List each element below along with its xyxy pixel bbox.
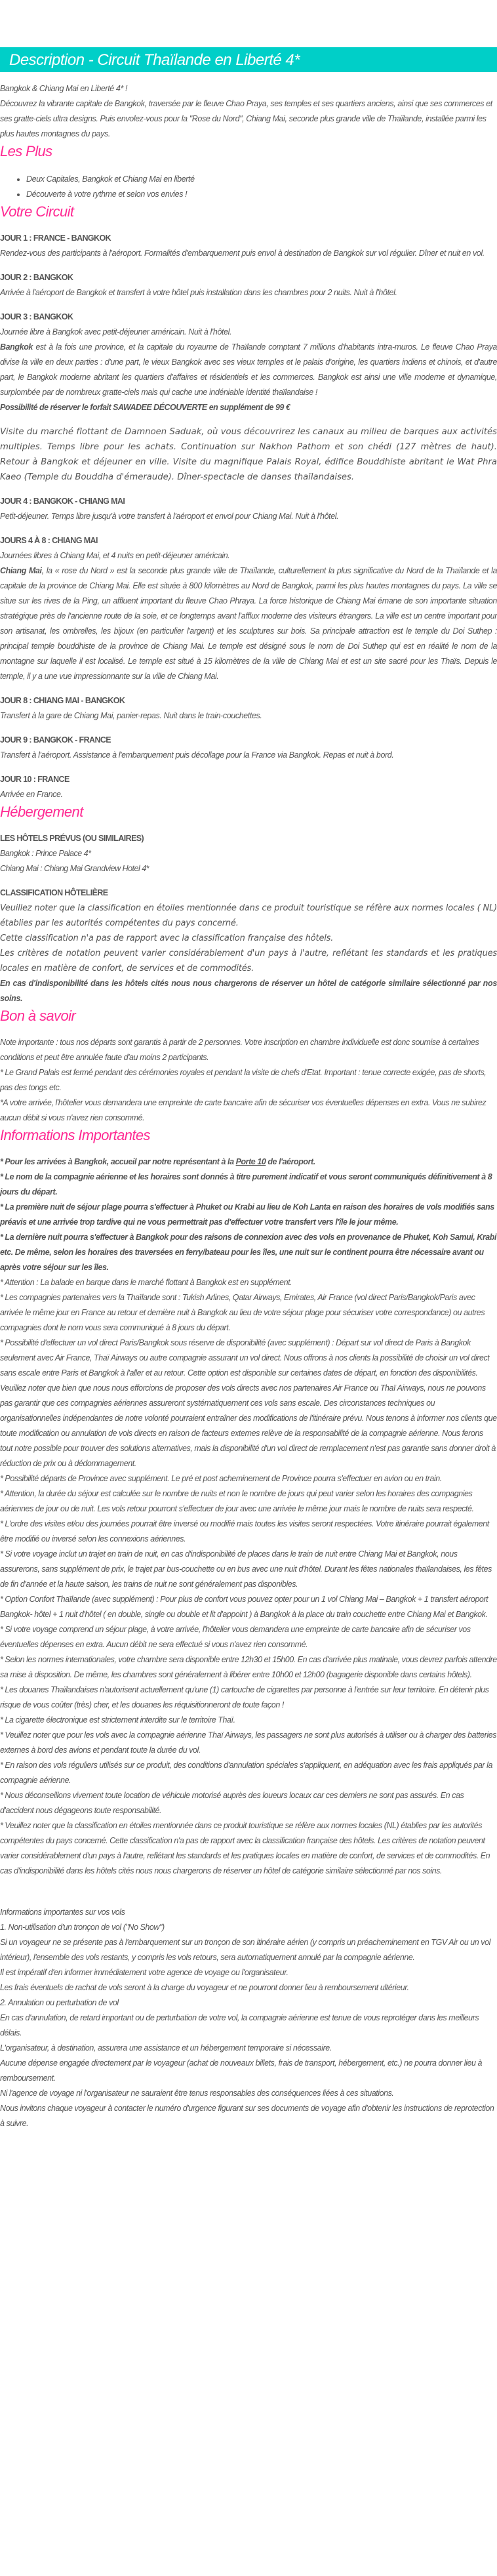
bottom-spacer [0,2131,497,2157]
day-block [0,772,497,802]
forfait-visite-text: Visite du marché flottant de Damnoen Saduak, où vous découvrirez les canaux au milieu de barques aux activités multiples. Temps libre pour les achats. Continuation sur Nakhon Pathom et son chédi (127 mètres de haut). Retour à Bangkok et déjeuner en ville. Visite du magnifique Palais Royal, édifice Bouddhiste abritant le Wat Phra Kaeo (Temple du Bouddha d'émeraude). Dîner-spectacle de danses thaïlandaises. [0,427,497,482]
info-item: * Le nom de la compagnie aérienne et les horaires sont donnés à titre purement indicatif et vous seront communiqués définitivement à 8 jours du départ. [0,1172,492,1196]
info-item: * La cigarette électronique est strictement interdite sur le territoire Thaï. [0,1715,235,1725]
flight-info-line: Aucune dépense engagée directement par le voyageur (achat de nouveaux billets, frais de transport, hébergement, etc.) ne pourra donner lieu à remboursement. [0,2058,482,2083]
section-heading-hebergement: Hébergement [0,804,83,820]
info-item: * Possibilité d'effectuer un vol direct Paris/Bangkok sous réserve de disponibilité (avec supplément) : Départ sur vol direct de Paris à Bangkok seulement avec Air France, Thaï Airways ou autre compagnie assurant un vol direct. Nous offrons à nos clients la possibilité de choisir un vol direct sans escale entre Paris et Bangkok à l'aller et au retour. Cette option est disponible sur certaines dates de départ, en fonction des disponibilités. Veuillez noter que bien que nous nous efforcions de proposer des vols directs avec nos partenaires Air France ou Thaï Airways, nous ne pouvons pas garantir que ces compagnies aériennes assureront systématiquement ces vols sans escale. Des circonstances techniques ou organisationnelles indépendantes de notre volonté pourraient entraîner des modifications de l'itinéraire prévu. Nous tenons à informer nos clients que toute modification ou annulation de vols directs en raison de facteurs externes relève de la responsabilité de la compagnie aérienne. Nous ferons tout notre possible pour trouver des solutions alternatives, mais la disponibilité d'un vol direct de remplacement n'est pas garantie sans donner droit à réduction de prix ou à dédommagement. [0,1338,497,1468]
info-item: * Les douanes Thaïlandaises n'autorisent actuellement qu'une (1) cartouche de cigarettes par personne à l'entrée sur leur territoire. En détenir plus risque de vous coûter (très) cher, et les douanes les réquisitionneront de toute façon ! [0,1685,489,1709]
city-text: , la « rose du Nord » est la seconde plus grande ville de Thaïlande, culturellement la plus significative du Nord de la Thaïlande et la capitale de la province de Chiang Mai. Elle est située à 800 kilomètres au Nord de Bangkok, parmi les plus hautes montagnes du pays. La ville se situe sur les rives de la Ping, un affluent important du fleuve Chao Phraya. La force historique de Chiang Mai émane de son importante situation stratégique près de l'ancienne route de la soie, et ce longtemps avant l'afflux moderne des visiteurs étrangers. La ville est un centre important pour son artisanat, les ombrelles, les bijoux (en particulier l'argent) et les sculptures sur bois. Sa principale attraction est le temple du Doi Suthep : principal temple bouddhiste de la province de Chiang Mai. Le temple est désigné sous le nom de Doi Suthep qui est en réalité le nom de la montagne sur laquelle il est localisé. Le temple est situé à 15 kilomètres de la ville de Chiang Mai et est un site sacré pour les Thaïs. Depuis le temple, il y a une vue impressionnante sur la ville de Chiang Mai. [0,566,497,681]
day-text: Arrivée à l'aéroport de Bangkok et transfert à votre hôtel puis installation dans les chambres pour 2 nuits. Nuit à l'hôtel. [0,288,397,297]
flight-info-line: Si un voyageur ne se présente pas à l'embarquement sur un tronçon de son itinéraire aérien (y compris un préacheminement en TGV Air ou un vol intérieur), l'ensemble des vols restants, y compris les vols retours, sera automatiquement annulé par la compagnie aérienne. [0,1938,490,1962]
day-block [0,733,497,763]
classification-line: Les critères de notation peuvent varier considérablement d'un pays à l'autre, reflétant les standards et les pratiques locales en matière de confort, de services et de commodités. [0,949,497,973]
top-spacer [0,0,497,47]
day-block [0,533,497,684]
info-item: * Option Confort Thaïlande (avec supplément) : Pour plus de confort vous pouvez opter pour un 1 vol Chiang Mai – Bangkok + 1 transfert aéroport Bangkok- hôtel + 1 nuit d'hôtel ( en double, single ou double et lit d'appoint ) à Bangkok à la place du train couchette entre Chiang Mai et Bangkok. [0,1595,488,1619]
flight-info-line: Nous invitons chaque voyageur à contacter le numéro d'urgence figurant sur ses documents de voyage afin d'obtenir les instructions de reprotection à suivre. [0,2104,494,2128]
flight-info-line: 2. Annulation ou perturbation de vol [0,1998,119,2007]
hotel-item: Bangkok : Prince Palace 4* [0,849,91,858]
day-text: Transfert à la gare de Chiang Mai, panier-repas. Nuit dans le train-couchettes. [0,711,262,720]
info-item: * Si votre voyage comprend un séjour plage, à votre arrivée, l'hôtelier vous demandera une empreinte de carte bancaire afin de sécuriser vos éventuelles dépenses en extra. Aucun débit ne sera effectué si vous n'avez rien consommé. [0,1625,471,1649]
info-suffix: de l'aéroport. [266,1157,315,1166]
day-text: Petit-déjeuner. Temps libre jusqu'à votre transfert à l'aéroport et envol pour Chiang Mai. Nuit à l'hôtel. [0,512,339,521]
day-text: Arrivée en France. [0,790,63,799]
les-plus-list [0,172,497,202]
info-item: * Attention : La balade en barque dans le marché flottant à Bangkok est en supplément. [0,1278,292,1287]
info-prefix: * Pour les arrivées à Bangkok, accueil par notre représentant à la [0,1157,236,1166]
city-description [0,563,497,684]
intro-text: Découvrez la vibrante capitale de Bangkok, traversée par le fleuve Chao Praya, ses temples et ses quartiers anciens, ainsi que ses commerces et ses gratte-ciels ultra designs. Puis envolez-vous pour la "Rose du Nord", Chiang Mai, seconde plus grande ville de Thaïlande, installée parmi les plus hautes montagnes du pays. [0,99,492,138]
city-description [0,340,497,400]
day-block [0,231,497,261]
flight-info-line: Les frais éventuels de rachat de vols seront à la charge du voyageur et ne pourront donner lieu à remboursement ultérieur. [0,1983,409,1992]
info-item: * La première nuit de séjour plage pourra s'effectuer à Phuket ou Krabi au lieu de Koh Lanta en raison des horaires de vols modifiés sans préavis et une arrivée trop tardive qui ne vous permettrait pas d'effectuer votre transfert vers l'île le jour même. [0,1202,494,1227]
info-item: * Veuillez noter que la classification en étoiles mentionnée dans ce produit touristique se réfère aux normes locales (NL) établies par les autorités compétentes du pays concerné. Cette classification n'a pas de rapport avec la classification française des hôtels. Les critères de notation peuvent varier considérablement d'un pays à l'autre, reflétant les standards et les pratiques locales en matière de confort, de services et de commodités. En cas d'indisponibilité dans les hôtels cités nous nous chargerons de réserver un hôtel de catégorie similaire sélectionné par nos soins. [0,1821,490,1875]
flight-info-line: En cas d'annulation, de retard important ou de perturbation de votre vol, la compagnie aérienne est tenue de vous reprotéger dans les meilleurs délais. [0,2013,479,2037]
note-line: Note importante : tous nos départs sont garantis à partir de 2 personnes. Votre inscription en chambre individuelle est donc soumise à certaines conditions et peut être annulée faute d'au moins 2 participants. [0,1038,479,1062]
section-heading-circuit: Votre Circuit [0,203,74,220]
day-text: Rendez-vous des participants à l'aéroport. Formalités d'embarquement puis envol à destination de Bangkok sur vol régulier. Dîner et nuit en vol. [0,249,485,258]
day-block [0,494,497,524]
intro [0,81,497,142]
day-text: Transfert à l'aéroport. Assistance à l'embarquement puis décollage pour la France via Bangkok. Repas et nuit à bord. [0,750,394,760]
info-item: * La dernière nuit pourra s'effectuer à Bangkok pour des raisons de connexion avec des vols en provenance de Phuket, Koh Samui, Krabi etc. De même, selon les horaires des traversées en ferry/bateau pour les îles, une nuit sur le continent pourra être nécessaire avant ou après votre séjour sur les îles. [0,1233,497,1272]
day-block [0,270,497,300]
city-name: Bangkok [0,342,33,352]
note-line: *A votre arrivée, l'hôtelier vous demandera une empreinte de carte bancaire afin de sécuriser vos éventuelles dépenses en extra. Vous ne subirez aucun débit si vous n'avez rien consommé. [0,1098,487,1122]
intro-subtitle: Bangkok & Chiang Mai en Liberté 4* ! [0,84,128,93]
day-title: JOUR 2 : BANGKOK [0,273,73,282]
info-item: * Les compagnies partenaires vers la Thaïlande sont : Tukish Arlines, Qatar Airways, Emirates, Air France (vol direct Paris/Bangkok/Paris avec arrivée le même jour en France au retour et dernière nuit à Bangkok au lieu de votre séjour plage pour sécuriser votre correspondance) ou autres compagnies dont le nom vous sera communiqué à 8 jours du départ. [0,1293,485,1332]
section-heading-bon-a-savoir: Bon à savoir [0,1008,76,1024]
day-title: JOUR 3 : BANGKOK [0,312,73,321]
info-item: * Possibilité départs de Province avec supplément. Le pré et post acheminement de Province pourra s'effectuer en avion ou en train. [0,1474,442,1483]
page-title: Description - Circuit Thaïlande en Liberté 4* [9,51,300,69]
classification-block [0,886,497,1006]
city-name: Chiang Mai [0,566,42,575]
flight-info-title: Informations importantes sur vos vols [0,1908,125,1917]
day-title: JOUR 4 : BANGKOK - CHIANG MAI [0,497,125,506]
info-item: * En raison des vols réguliers utilisés sur ce produit, des conditions d'annulation spéciales s'appliquent, en adéquation avec les frais appliqués par la compagnie aérienne. [0,1761,492,1785]
info-item: * Veuillez noter que pour les vols avec la compagnie aérienne Thaï Airways, les passagers ne sont plus autorisés à utiliser ou à charger des batteries externes à bord des avions et pendant toute la durée du vol. [0,1730,497,1755]
city-text: est à la fois une province, et la capitale du royaume de Thaïlande comptant 7 millions d'habitants intra-muros. Le fleuve Chao Praya divise la ville en deux parties : d'une part, le vieux Bangkok avec ses vieux temples et le palais d'origine, les quartiers indiens et chinois, et d'autre part, le Bangkok moderne abritant les quartiers d'affaires et résidentiels et les commerces. Bangkok est ainsi une ville moderne et dynamique, surplombée par de nombreux gratte-ciels mais qui cache une indéniable identité thaïlandaise ! [0,342,497,397]
flight-info-line: Ni l'agence de voyage ni l'organisateur ne sauraient être tenus responsables des conséquences liées à ces situations. [0,2089,394,2098]
day-block [0,310,497,485]
info-item [0,1155,497,1170]
section-heading-les-plus: Les Plus [0,143,52,159]
note-line: * Le Grand Palais est fermé pendant des cérémonies royales et pendant la visite de chefs d'Etat. Important : tenue correcte exigée, pas de shorts, pas des tongs etc. [0,1068,487,1092]
forfait-option: Possibilité de réserver le forfait SAWADEE DÉCOUVERTE en supplément de 99 € [0,403,290,412]
info-item: * Selon les normes internationales, votre chambre sera disponible entre 12h30 et 15h00. En cas d'arrivée plus matinale, vous devrez parfois attendre sa mise à disposition. De même, les chambres sont généralement à libérer entre 10h00 et 12h00 (bagagerie disponible dans certains hôtels). [0,1655,497,1679]
classification-title: CLASSIFICATION HÔTELIÈRE [0,888,108,897]
hotels-block [0,831,497,876]
info-item: * Attention, la durée du séjour est calculée sur le nombre de nuits et non le nombre de jours qui peut varier selon les horaires des compagnies aériennes de jour ou de nuit. Les vols retour pourront s'effectuer de jour avec une arrivée le même jour mais le nombre de nuits sera respecté. [0,1489,474,1513]
informations-text [0,1155,497,1879]
day-title: JOUR 9 : BANGKOK - FRANCE [0,735,111,745]
day-text: Journée libre à Bangkok avec petit-déjeuner américain. Nuit à l'hôtel. [0,327,232,337]
day-title: JOUR 10 : FRANCE [0,775,70,784]
bon-a-savoir-text [0,1035,497,1126]
day-block [0,693,497,724]
info-item: * Si votre voyage inclut un trajet en train de nuit, en cas d'indisponibilité de places dans le train de nuit entre Chiang Mai et Bangkok, nous assurerons, sans supplément de prix, le trajet par bus-couchette ou en bus avec une nuit d'hôtel. Durant les fêtes nationales thaïlandaises, les fêtes de fin d'année et la haute saison, les trains de nuit ne sont généralement pas disponibles. [0,1549,492,1589]
info-item: * L'ordre des visites et/ou des journées pourrait être inversé ou modifié mais toutes les visites seront respectées. Votre itinéraire pourrait également être modifié ou inversé selon les connexions aériennes. [0,1519,489,1544]
classification-line: Veuillez noter que la classification en étoiles mentionnée dans ce produit touristique se réfère aux normes locales ( NL) établies par les autorités compétentes du pays concerné. [0,903,497,928]
hotels-title: LES HÔTELS PRÉVUS (OU SIMILAIRES) [0,834,144,843]
section-heading-informations: Informations Importantes [0,1127,150,1143]
flight-info-line: L'organisateur, à destination, assurera une assistance et un hébergement temporaire si nécessaire. [0,2043,332,2053]
day-title: JOURS 4 À 8 : CHIANG MAI [0,536,98,545]
classification-line: Cette classification n'a pas de rapport avec la classification française des hôtels. [0,933,334,943]
title-bar [0,47,497,72]
hotel-item: Chiang Mai : Chiang Mai Grandview Hotel 4* [0,864,149,873]
flight-info-line: 1. Non-utilisation d'un tronçon de vol ("No Show") [0,1923,165,1932]
flight-info-line: Il est impératif d'en informer immédiatement votre agence de voyage ou l'organisateur. [0,1968,288,1977]
day-title: JOUR 1 : FRANCE - BANGKOK [0,234,111,243]
flight-info-block [0,1905,497,2131]
list-item: • Découverte à votre rythme et selon vos envies ! [26,187,497,202]
day-title: JOUR 8 : CHIANG MAI - BANGKOK [0,696,125,705]
classification-note: En cas d'indisponibilité dans les hôtels cités nous nous chargerons de réserver un hôtel de catégorie similaire sélectionné par nos soins. [0,979,497,1003]
porte-10-link[interactable]: Porte 10 [235,1157,266,1166]
info-item: * Nous déconseillons vivement toute location de véhicule motorisé auprès des loueurs locaux car ces derniers ne sont pas assurés. En cas d'accident nous dégageons toute responsabilité. [0,1791,464,1815]
day-text: Journées libres à Chiang Mai, et 4 nuits en petit-déjeuner américain. [0,551,230,560]
list-item: • Deux Capitales, Bangkok et Chiang Mai en liberté [26,172,497,187]
